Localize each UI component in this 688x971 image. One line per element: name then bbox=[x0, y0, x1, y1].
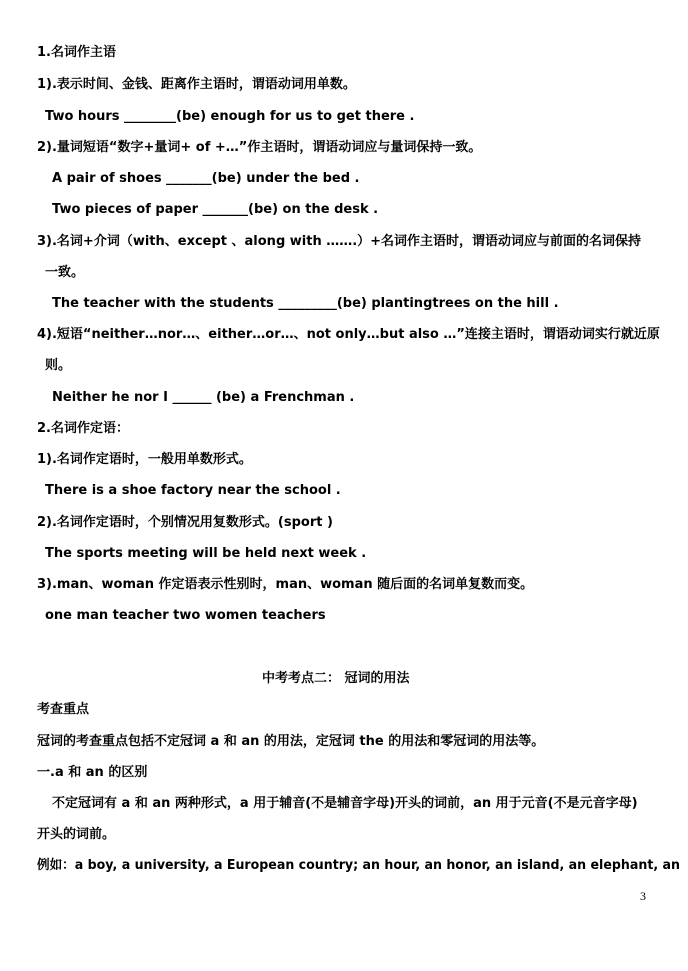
example-a-an-words: 例如：a boy, a university, a European country; an hour, an honor, an island, an elephant, an bbox=[37, 858, 680, 873]
articles-overview: 冠词的考查重点包括不定冠词 a 和 an 的用法，定冠词 the 的用法和零冠词的用法等。 bbox=[37, 734, 545, 749]
example-pair-of-shoes: A pair of shoes _______(be) under the bed . bbox=[52, 171, 360, 186]
rule-plural-attribute: 2).名词作定语时，个别情况用复数形式。(sport ) bbox=[37, 515, 333, 530]
example-neither-he-nor-i: Neither he nor I ______ (be) a Frenchman . bbox=[52, 390, 355, 405]
heading-noun-as-attribute: 2.名词作定语： bbox=[37, 421, 129, 436]
example-pieces-of-paper: Two pieces of paper _______(be) on the desk . bbox=[52, 202, 379, 217]
rule-neither-nor: 4).短语“neither…nor…、either…or…、not only…but also …”连接主语时，谓语动词实行就近原 bbox=[37, 327, 660, 342]
example-sports-meeting: The sports meeting will be held next week . bbox=[45, 546, 367, 561]
rule-man-woman: 3).man、woman 作定语表示性别时，man、woman 随后面的名词单复数而变。 bbox=[37, 577, 534, 592]
rule-neither-nor-cont: 则。 bbox=[45, 358, 72, 373]
rule-noun-preposition-cont: 一致。 bbox=[45, 265, 85, 280]
example-man-woman-teachers: one man teacher two women teachers bbox=[45, 608, 326, 623]
heading-a-vs-an: 一.a 和 an 的区别 bbox=[37, 765, 148, 780]
rule-quantifier-phrase: 2).量词短语“数字+量词+ of +…”作主语时，谓语动词应与量词保持一致。 bbox=[37, 140, 482, 155]
example-two-hours: Two hours ________(be) enough for us to get there . bbox=[45, 109, 415, 124]
example-teacher-with-students: The teacher with the students _________(be) plantingtrees on the hill . bbox=[52, 296, 559, 311]
rule-a-an-usage: 不定冠词有 a 和 an 两种形式，a 用于辅音(不是辅音字母)开头的词前，an 用于元音(不是元音字母) bbox=[52, 796, 638, 811]
rule-a-an-usage-cont: 开头的词前。 bbox=[37, 827, 116, 842]
heading-noun-as-subject: 1.名词作主语 bbox=[37, 45, 116, 60]
rule-singular-attribute: 1).名词作定语时，一般用单数形式。 bbox=[37, 452, 252, 467]
rule-noun-preposition: 3).名词+介词（with、except 、along with …….）+名词作主语时，谓语动词应与前面的名词保持 bbox=[37, 234, 642, 249]
section-title-articles: 中考考点二： 冠词的用法 bbox=[262, 671, 410, 686]
subheading-key-points: 考查重点 bbox=[37, 702, 90, 717]
rule-time-money-distance: 1).表示时间、金钱、距离作主语时，谓语动词用单数。 bbox=[37, 77, 356, 92]
page-number: 3 bbox=[640, 889, 646, 903]
example-shoe-factory: There is a shoe factory near the school . bbox=[45, 483, 341, 498]
